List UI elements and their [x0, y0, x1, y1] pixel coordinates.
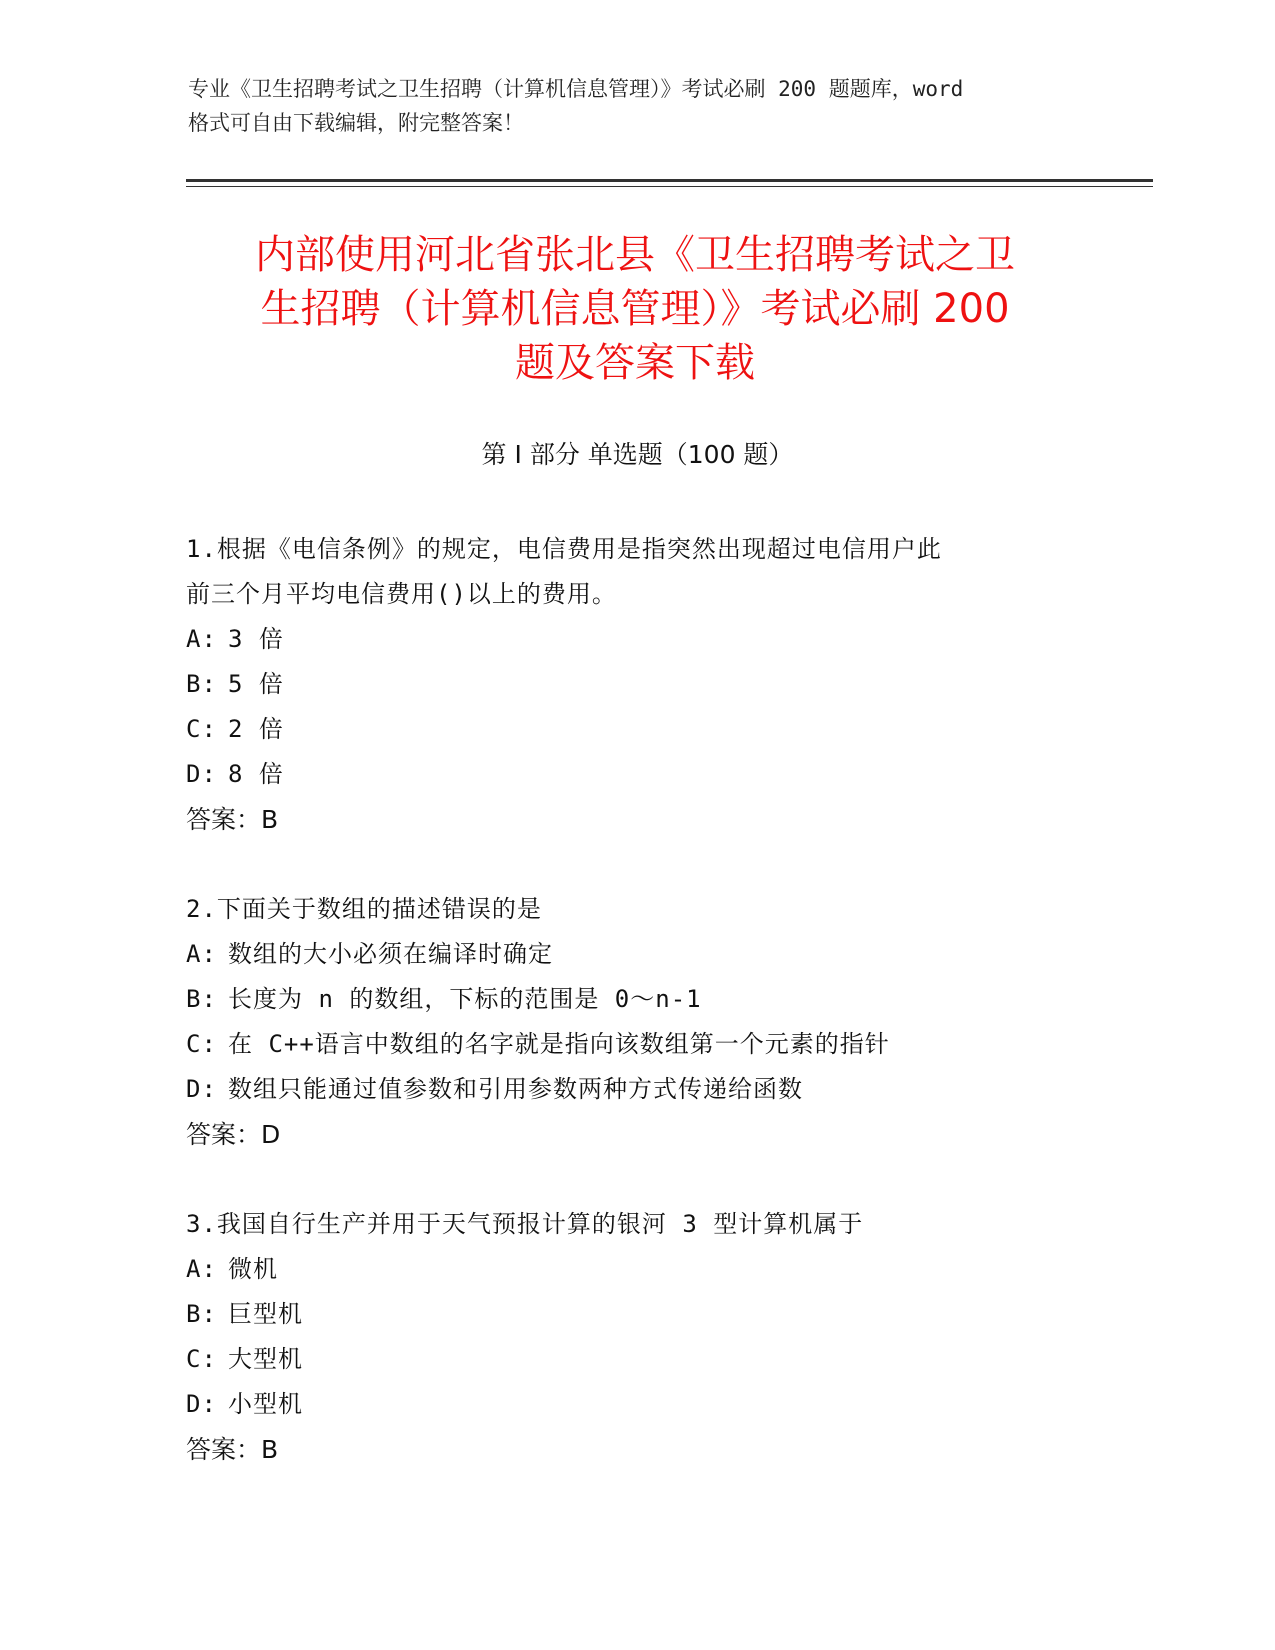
header-rule-thick — [186, 179, 1153, 182]
question-stem-line: 前三个月平均电信费用()以上的费用。 — [186, 580, 617, 608]
option-letter: A: — [186, 940, 217, 968]
answer-line: 答案：D — [186, 1120, 281, 1149]
option-text: 巨型机 — [228, 1300, 303, 1328]
option-d — [186, 752, 1086, 797]
header-rule-thin — [186, 186, 1153, 187]
option-a — [186, 932, 1086, 977]
question-stem-line: 1.根据《电信条例》的规定，电信费用是指突然出现超过电信用户此 — [186, 535, 942, 563]
question-3 — [186, 1202, 1086, 1472]
option-b — [186, 662, 1086, 707]
question-stem-line: 2.下面关于数组的描述错误的是 — [186, 895, 542, 923]
option-a — [186, 617, 1086, 662]
answer-line: 答案：B — [186, 1435, 279, 1464]
question-2 — [186, 887, 1086, 1157]
option-text: 3 倍 — [228, 625, 284, 653]
option-text: 8 倍 — [228, 760, 284, 788]
section-title: 第 I 部分 单选题（100 题） — [481, 440, 794, 469]
option-letter: C: — [186, 715, 217, 743]
option-c — [186, 1337, 1086, 1382]
option-letter: D: — [186, 1075, 217, 1103]
option-text: 在 C++语言中数组的名字就是指向该数组第一个元素的指针 — [228, 1030, 890, 1058]
header-note-line-1: 专业《卫生招聘考试之卫生招聘（计算机信息管理）》考试必刷 200 题题库，word — [188, 77, 964, 101]
document-title-line-2: 生招聘（计算机信息管理）》考试必刷 200 — [260, 286, 1010, 332]
option-d — [186, 1382, 1086, 1427]
option-c — [186, 707, 1086, 752]
option-text: 数组的大小必须在编译时确定 — [228, 940, 553, 968]
option-b — [186, 1292, 1086, 1337]
option-letter: B: — [186, 1300, 217, 1328]
option-text: 微机 — [228, 1255, 278, 1283]
option-b — [186, 977, 1086, 1022]
option-text: 大型机 — [228, 1345, 303, 1373]
option-letter: A: — [186, 1255, 217, 1283]
option-letter: C: — [186, 1030, 217, 1058]
document-title — [190, 228, 1080, 390]
document-title-line-3: 题及答案下载 — [515, 340, 755, 386]
question-list — [186, 527, 1086, 1517]
option-d — [186, 1067, 1086, 1112]
option-text: 长度为 n 的数组，下标的范围是 0～n-1 — [228, 985, 702, 1013]
option-c — [186, 1022, 1086, 1067]
option-text: 2 倍 — [228, 715, 284, 743]
option-letter: B: — [186, 985, 217, 1013]
option-letter: A: — [186, 625, 217, 653]
option-letter: D: — [186, 1390, 217, 1418]
header-note — [188, 72, 1088, 140]
option-letter: D: — [186, 760, 217, 788]
document-title-line-1: 内部使用河北省张北县《卫生招聘考试之卫 — [255, 232, 1015, 278]
option-a — [186, 1247, 1086, 1292]
option-text: 数组只能通过值参数和引用参数两种方式传递给函数 — [228, 1075, 803, 1103]
question-1 — [186, 527, 1086, 842]
option-letter: B: — [186, 670, 217, 698]
option-text: 小型机 — [228, 1390, 303, 1418]
question-stem-line: 3.我国自行生产并用于天气预报计算的银河 3 型计算机属于 — [186, 1210, 864, 1238]
answer-line: 答案：B — [186, 805, 279, 834]
option-text: 5 倍 — [228, 670, 284, 698]
header-note-line-2: 格式可自由下载编辑，附完整答案！ — [188, 111, 524, 135]
option-letter: C: — [186, 1345, 217, 1373]
